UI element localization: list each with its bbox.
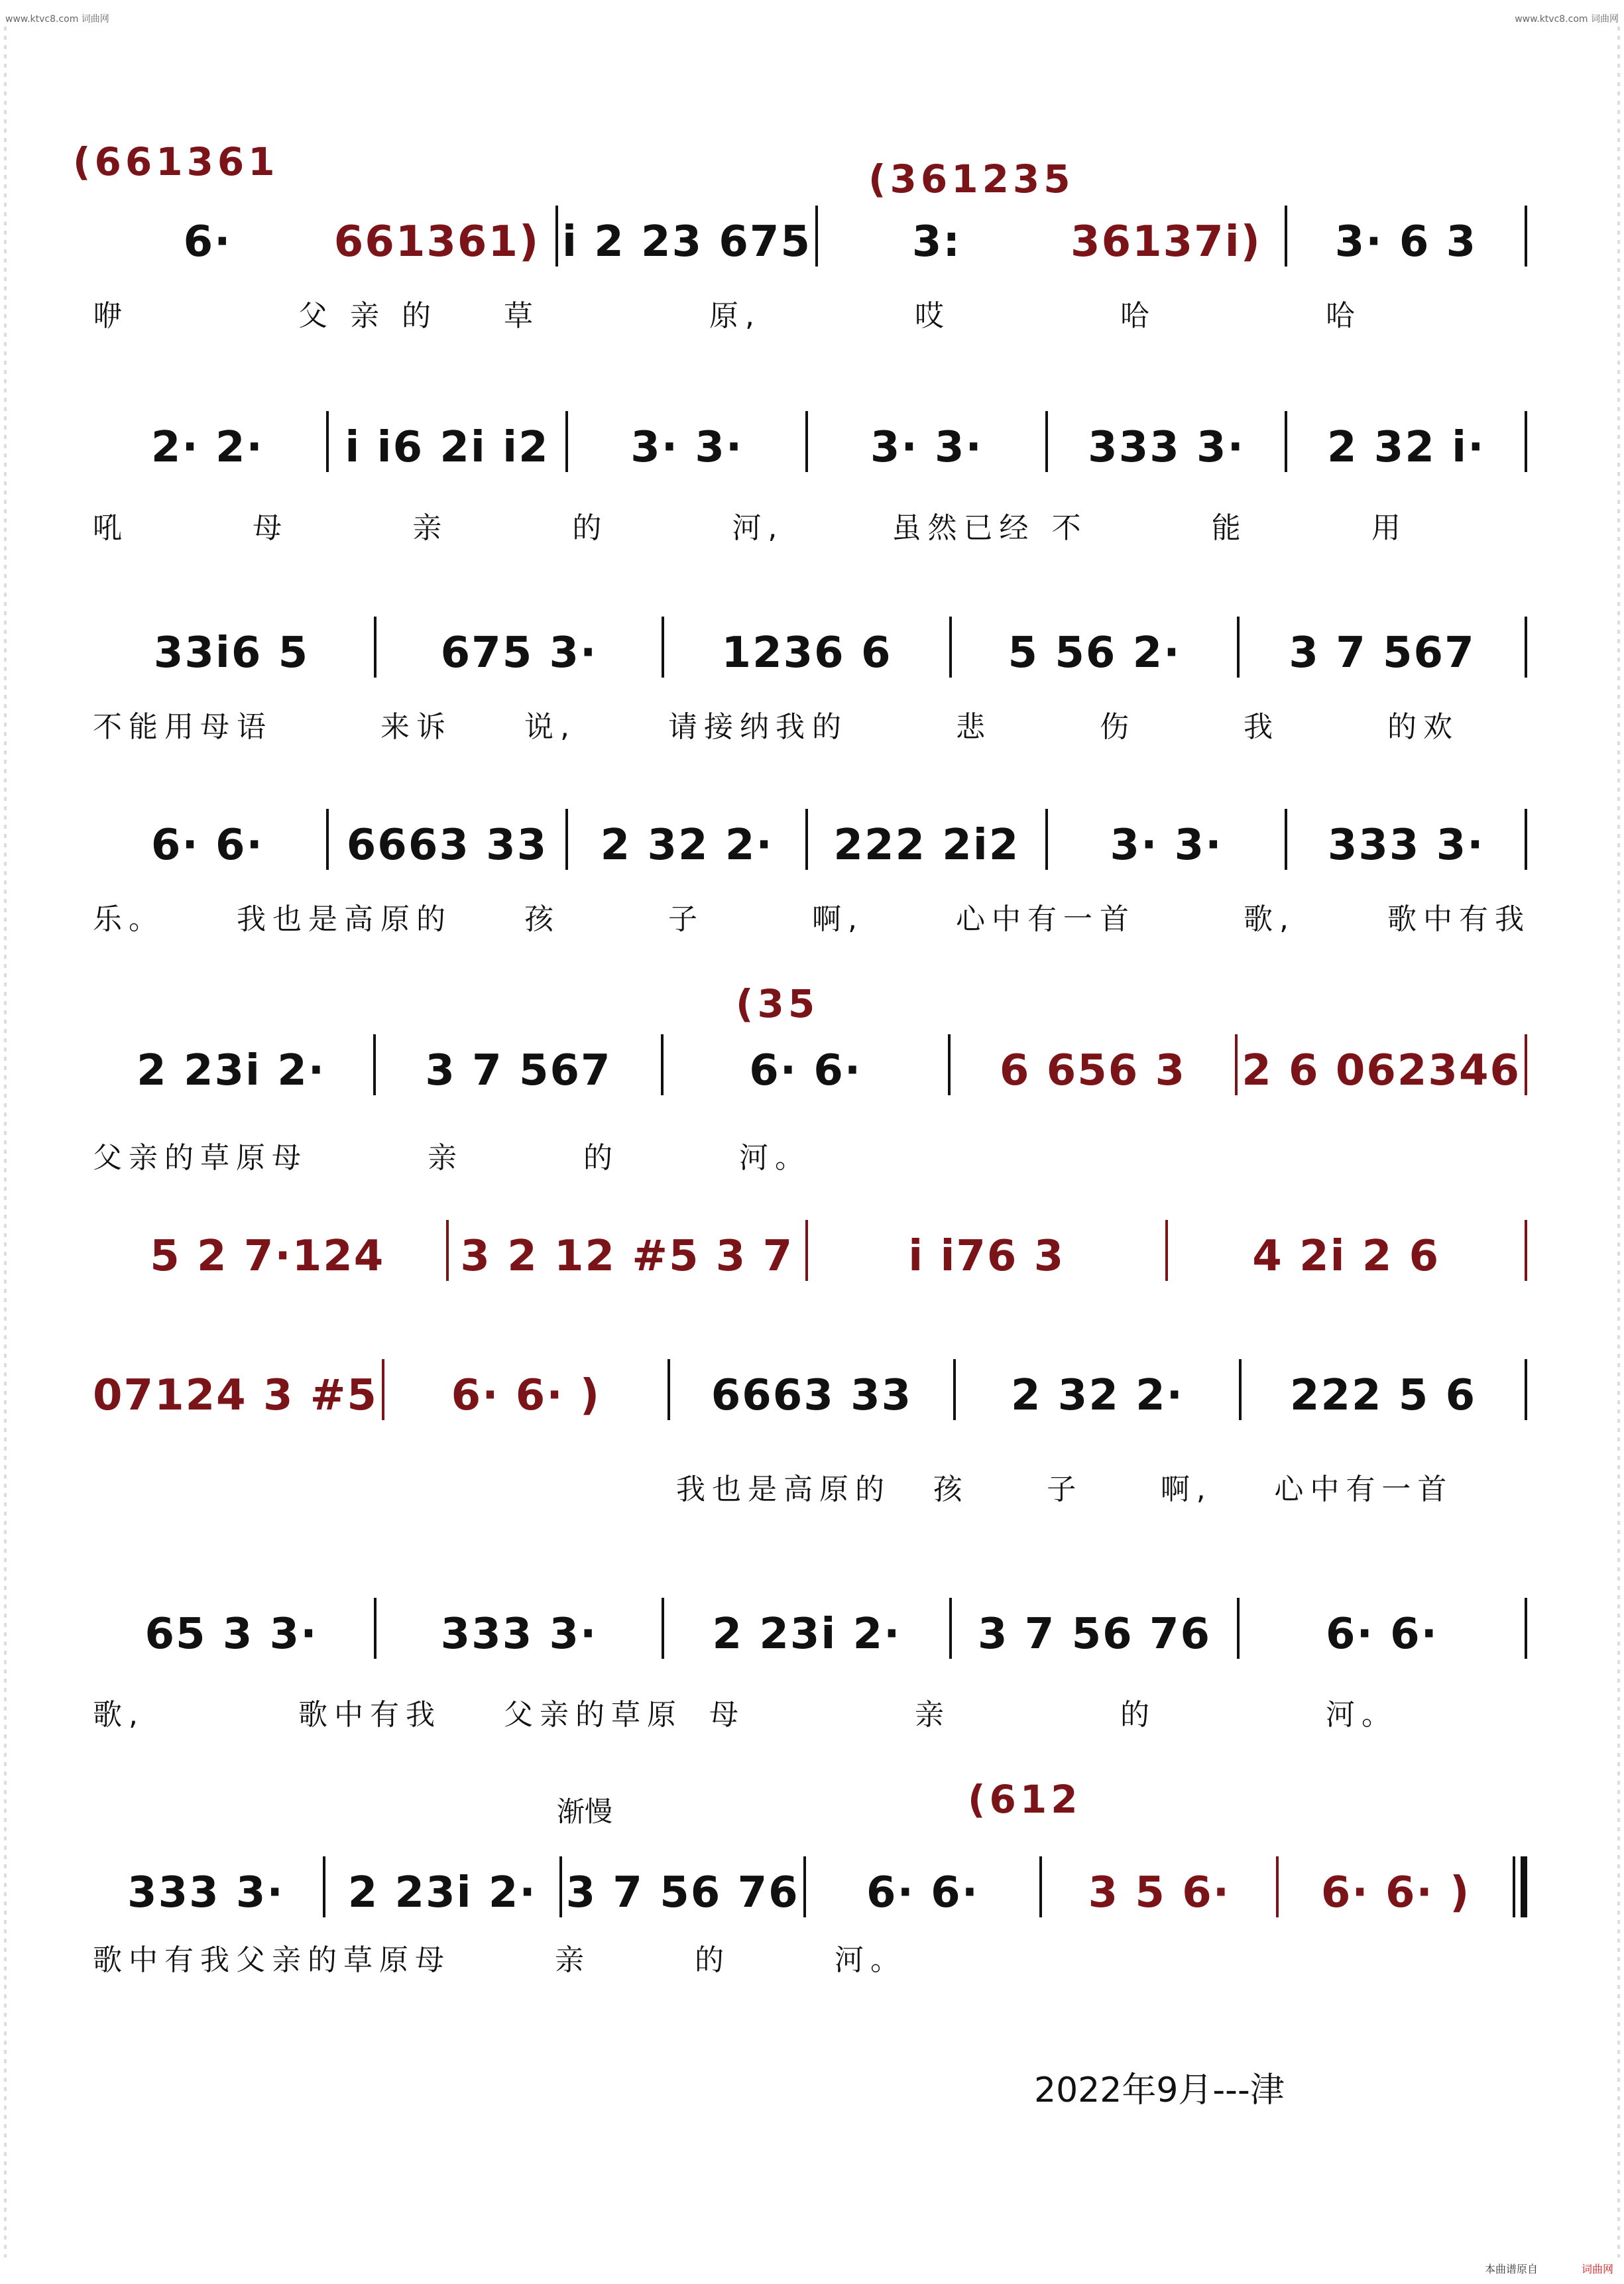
lyric: 原, (709, 299, 761, 333)
lyric: 亲 (555, 1943, 591, 1977)
lyric: 不 (1051, 511, 1088, 545)
lyric: 请接纳我 (668, 710, 811, 744)
barline (565, 411, 568, 472)
lyric: 孩 (933, 1473, 969, 1506)
barline (1525, 206, 1527, 267)
measure: 4 2i 2 6 (1252, 1232, 1440, 1281)
lyric: 母 (415, 1943, 451, 1977)
measure: 5 2 7·124 (150, 1232, 385, 1281)
lyric: 语 (237, 710, 272, 744)
measure: 6· 6· (1326, 1610, 1438, 1659)
measure: 6· 6· (749, 1046, 862, 1095)
measure: 3 5 6· (1088, 1868, 1231, 1917)
lyric: 父亲的草原 (236, 1943, 415, 1977)
barline (373, 1034, 376, 1095)
lyric: 哈 (1326, 299, 1362, 333)
barline (1525, 1598, 1527, 1659)
lyric: 歌中有我 (1387, 902, 1531, 936)
barline (1237, 617, 1240, 678)
measure: 6· 6· (866, 1868, 979, 1917)
measure: 6663 33 (711, 1371, 913, 1420)
lyric: 伤 (1100, 710, 1135, 744)
lyrics-row (676, 1465, 1531, 1508)
measure: 661361) (333, 217, 540, 267)
lyric: 歌中有我 (298, 1698, 441, 1732)
barline (1039, 1856, 1042, 1917)
barline (1237, 1598, 1240, 1659)
credit-site: 词曲网 (1581, 2263, 1613, 2275)
intro-prefix-2: (361235 (868, 156, 1074, 202)
lyric: 歌, (1244, 902, 1295, 936)
lyric: 亲 (915, 1698, 951, 1732)
measure: 3 7 56 76 (565, 1868, 799, 1917)
lyric: 乐。 (93, 902, 164, 936)
barline (803, 1856, 806, 1917)
measure: 6· 6· (150, 821, 264, 870)
barline (1276, 1856, 1279, 1917)
barline (1165, 1220, 1168, 1281)
barline (805, 1220, 808, 1281)
measure: 3 2 12 #5 3 7 (460, 1232, 794, 1281)
lyrics-row (93, 504, 1531, 546)
lyric: 来诉 (380, 710, 452, 744)
lyric: 用 (1371, 511, 1407, 545)
lyric: 的 (812, 710, 848, 744)
measure: 2 6 062346 (1242, 1046, 1521, 1095)
measure: 3 7 567 (425, 1046, 612, 1095)
lyric: 草 (504, 299, 540, 333)
barline (1285, 206, 1287, 267)
barline (374, 1598, 377, 1659)
lyric: 首 (1100, 902, 1135, 936)
lyric: 能 (1211, 511, 1247, 545)
measure: 2 32 2· (600, 821, 774, 870)
barline (446, 1220, 449, 1281)
intro-prefix: (661361 (73, 139, 279, 184)
final-barline (1513, 1856, 1527, 1917)
barline (662, 617, 664, 678)
measure: 2 23i 2· (347, 1868, 537, 1917)
barline (948, 1034, 951, 1095)
lyric: 原的 (380, 902, 452, 936)
measure: 3: (911, 217, 962, 267)
lyric: 吼 (93, 511, 129, 545)
barline (1235, 1034, 1238, 1095)
lyric: 我也是高 (676, 1473, 819, 1506)
measure: 6· 6· ) (451, 1371, 601, 1420)
measure: 5 56 2· (1008, 629, 1181, 678)
lyric: 亲 (412, 511, 449, 545)
barline (1239, 1359, 1242, 1420)
lyric: 孩 (524, 902, 560, 936)
notes-row (93, 1359, 1531, 1420)
notes-row (93, 411, 1531, 472)
barline (662, 1598, 664, 1659)
measure: 6· 6· ) (1320, 1868, 1471, 1917)
barline (1045, 809, 1048, 870)
lyric: 原的 (819, 1473, 891, 1506)
lyric: 母 (253, 511, 289, 545)
tempo-marking: 渐慢 (557, 1795, 613, 1828)
barline (382, 1359, 384, 1420)
left-edge-watermark (4, 27, 7, 2257)
barline (667, 1359, 670, 1420)
barline (949, 617, 952, 678)
lyric: 父亲的草原 (93, 1141, 272, 1175)
lyric: 心中有一 (956, 902, 1099, 936)
lyric: 子 (668, 902, 704, 936)
barline (374, 617, 377, 678)
barline (1525, 411, 1527, 472)
lyric: 说, (524, 710, 576, 744)
measure: 333 3· (1327, 821, 1485, 870)
lyric: 哈 (1120, 299, 1156, 333)
lyric: 的 (583, 1141, 619, 1175)
measure: 3· 3· (1110, 821, 1223, 870)
barline (1285, 809, 1287, 870)
lyric: 父亲的草原 (504, 1698, 683, 1732)
lyric: 河。 (739, 1141, 811, 1175)
date-signature: 2022年9月---津 (1034, 2071, 1285, 2110)
lyric: 虽然已经 (892, 511, 1035, 545)
lyric: 心中有一 (1274, 1473, 1418, 1506)
barline (949, 1598, 952, 1659)
measure: i 2 23 675 (562, 217, 811, 267)
measure: 3· 6 3 (1334, 217, 1478, 267)
interlude-prefix: (35 (736, 981, 819, 1026)
lyric: 河。 (1326, 1698, 1397, 1732)
credit-source: 本曲谱原自 (1484, 2263, 1538, 2275)
measure: 33i6 5 (153, 629, 310, 678)
notes-row (93, 1034, 1531, 1095)
lyric: 亲 (428, 1141, 463, 1175)
measure: 3· 3· (630, 423, 744, 472)
barline (1525, 1034, 1527, 1095)
lyric: 河, (732, 511, 784, 545)
measure: i i76 3 (908, 1232, 1065, 1281)
lyric: 啊, (812, 902, 864, 936)
measure: 36137i) (1071, 217, 1261, 267)
lyric: 母 (709, 1698, 745, 1732)
lyric: 的 (572, 511, 609, 545)
barline (326, 411, 329, 472)
barline (1525, 617, 1527, 678)
measure: 675 3· (440, 629, 598, 678)
lyrics-row (93, 703, 1531, 745)
barline (1525, 1359, 1527, 1420)
lyric: 咿 (93, 299, 129, 333)
lyric: 首 (1417, 1473, 1454, 1506)
lyric: 哎 (915, 299, 951, 333)
measure: 222 5 6 (1289, 1371, 1477, 1420)
barline (1525, 1220, 1527, 1281)
site-header-right: www.ktvc8.com 词曲网 (1515, 14, 1619, 25)
barline (1525, 809, 1527, 870)
measure: 6663 33 (346, 821, 548, 870)
notes-row (93, 1856, 1531, 1917)
measure: 2 32 2· (1010, 1371, 1184, 1420)
lyric: 我也是高 (237, 902, 380, 936)
measure: 3 7 567 (1289, 629, 1476, 678)
barline (805, 809, 808, 870)
lyrics-row (93, 1134, 895, 1176)
measure: 07124 3 #5 (93, 1371, 378, 1420)
measure: 333 3· (1088, 423, 1245, 472)
lyrics-row (93, 1936, 974, 1978)
measure: 2 23i 2· (712, 1610, 901, 1659)
notes-row (93, 617, 1531, 678)
lyric: 的 (1120, 1698, 1156, 1732)
measure: 2 32 i· (1326, 423, 1485, 472)
lyrics-row (93, 895, 1531, 937)
notes-row (93, 206, 1531, 267)
barline (559, 1856, 562, 1917)
barline (1045, 411, 1048, 472)
lyric: 母 (272, 1141, 308, 1175)
barline (555, 206, 558, 267)
lyric: 歌, (93, 1698, 145, 1732)
measure: 2 23i 2· (137, 1046, 326, 1095)
measure: 3· 3· (870, 423, 983, 472)
lyric: 父 亲 的 (298, 299, 437, 333)
lyrics-row (93, 292, 1531, 334)
outro-prefix: (612 (968, 1777, 1082, 1822)
barline (1285, 411, 1287, 472)
measure: 222 2i2 (833, 821, 1020, 870)
measure: 2· 2· (150, 423, 264, 472)
notes-row (93, 1598, 1531, 1659)
measure: 65 3 3· (145, 1610, 318, 1659)
barline (565, 809, 568, 870)
notes-row (93, 809, 1531, 870)
measure: i i6 2i i2 (345, 423, 550, 472)
measure: 333 3· (127, 1868, 284, 1917)
lyric: 子 (1047, 1473, 1083, 1506)
barline (815, 206, 818, 267)
right-edge-watermark (1617, 27, 1620, 2257)
lyric: 啊, (1160, 1473, 1212, 1506)
measure: 6 656 3 (999, 1046, 1187, 1095)
site-header-left: www.ktvc8.com 词曲网 (5, 14, 109, 25)
barline (805, 411, 808, 472)
lyric: 不能用母 (93, 710, 236, 744)
lyric: 河。 (835, 1943, 906, 1977)
lyric: 悲 (956, 710, 992, 744)
barline (323, 1856, 325, 1917)
lyrics-row (93, 1691, 1531, 1733)
notes-row (93, 1220, 1531, 1281)
barline (953, 1359, 956, 1420)
measure: 1236 6 (721, 629, 892, 678)
lyric: 的 (695, 1943, 730, 1977)
measure: 6· (183, 217, 232, 267)
barline (661, 1034, 664, 1095)
lyric: 我 (1244, 710, 1279, 744)
barline (326, 809, 329, 870)
lyric: 歌中有我 (93, 1943, 236, 1977)
lyric: 的欢 (1387, 710, 1459, 744)
measure: 333 3· (440, 1610, 598, 1659)
measure: 3 7 56 76 (977, 1610, 1212, 1659)
